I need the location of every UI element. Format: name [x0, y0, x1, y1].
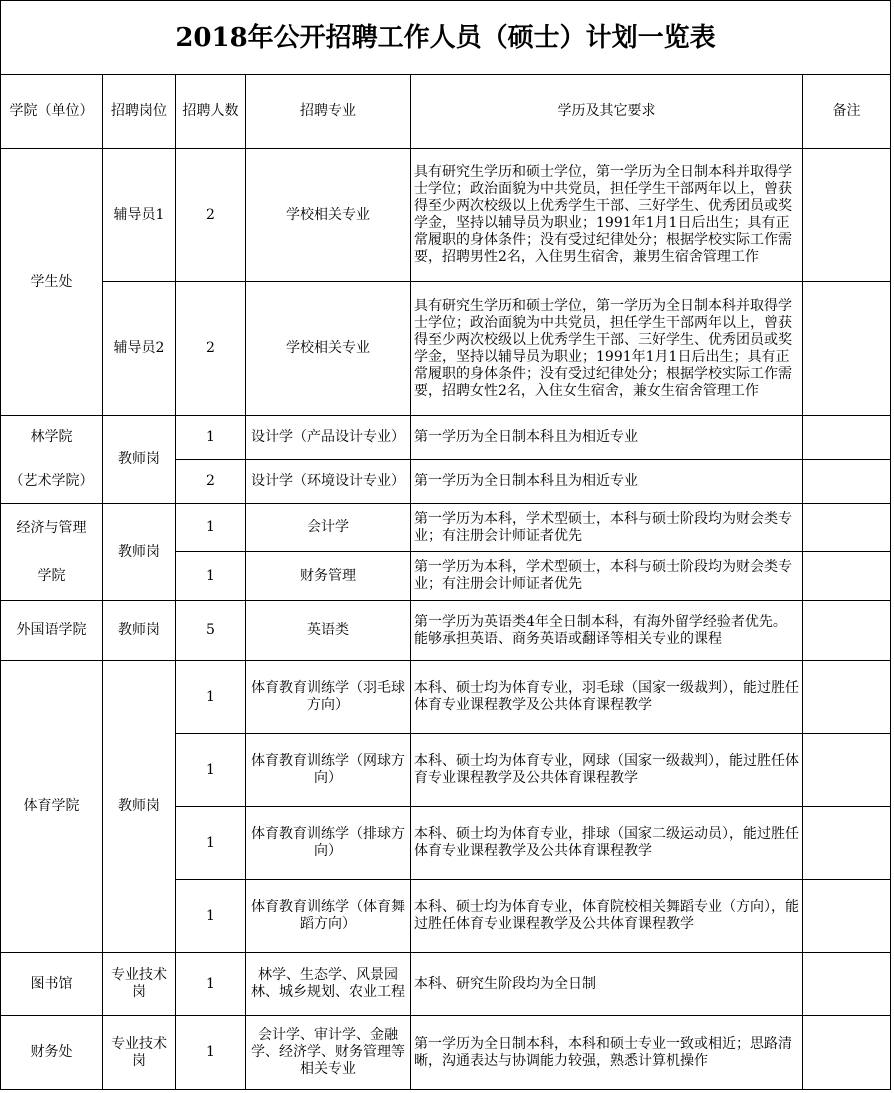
major: 设计学（产品设计专业）: [246, 416, 411, 460]
requirements: 具有研究生学历和硕士学位，第一学历为全日制本科并取得学士学位；政治面貌为中共党员，担任学生干部两年以上，曾获得至少两次校级以上优秀学生干部、三好学生、优秀团员或奖学金，坚持以辅导员为职业；1991年1月1日后出生；具有正常履职的身体条件；没有受过纪律处分；根据学校实际工作需要，招聘女性2名，入住女生宿舍，兼女生宿舍管理工作: [411, 282, 803, 416]
headcount: 2: [176, 282, 246, 416]
remarks-cell: [803, 282, 891, 416]
major: 财务管理: [246, 552, 411, 601]
post-name: 教师岗: [103, 601, 176, 661]
remarks-cell: [803, 734, 891, 807]
post-name: 教师岗: [103, 504, 176, 601]
post-name: 教师岗: [103, 416, 176, 504]
requirements: 第一学历为全日制本科且为相近专业: [411, 416, 803, 460]
post-name: 教师岗: [103, 661, 176, 953]
unit-name: 学生处: [1, 149, 103, 416]
remarks-cell: [803, 601, 891, 661]
major: 学校相关专业: [246, 282, 411, 416]
headcount: 1: [176, 416, 246, 460]
unit-name-lines: [5, 416, 98, 503]
remarks-cell: [803, 552, 891, 601]
requirements: 本科、硕士均为体育专业，体育院校相关舞蹈专业（方向），能过胜任体育专业课程教学及公共体育课程教学: [411, 880, 803, 953]
major: 体育教育训练学（网球方向）: [246, 734, 411, 807]
remarks-cell: [803, 460, 891, 504]
table-row: [1, 953, 891, 1016]
headcount: 1: [176, 880, 246, 953]
remarks-cell: [803, 149, 891, 282]
requirements: 第一学历为英语类4年全日制本科，有海外留学经验者优先。能够承担英语、商务英语或翻译等相关专业的课程: [411, 601, 803, 661]
unit-name: 财务处: [1, 1016, 103, 1090]
remarks-cell: [803, 807, 891, 880]
major: 体育教育训练学（羽毛球方向）: [246, 661, 411, 734]
unit-name-line: （艺术学院）: [9, 472, 94, 489]
table-row: [1, 504, 891, 552]
header-post: 招聘岗位: [103, 75, 176, 149]
post-name: 辅导员1: [103, 149, 176, 282]
major: 会计学: [246, 504, 411, 552]
requirements: 本科、硕士均为体育专业，网球（国家一级裁判），能过胜任体育专业课程教学及公共体育课程教学: [411, 734, 803, 807]
unit-name-line: 学院: [37, 567, 66, 584]
headcount: 1: [176, 661, 246, 734]
unit-name-lines: [5, 504, 98, 600]
requirements: 本科、硕士均为体育专业，羽毛球（国家一级裁判），能过胜任体育专业课程教学及公共体育课程教学: [411, 661, 803, 734]
major: 学校相关专业: [246, 149, 411, 282]
unit-name-line: 林学院: [30, 429, 73, 446]
major: 设计学（环境设计专业）: [246, 460, 411, 504]
headcount: 1: [176, 807, 246, 880]
unit-name: [1, 416, 103, 504]
major: 体育教育训练学（体育舞蹈方向）: [246, 880, 411, 953]
unit-name: 体育学院: [1, 661, 103, 953]
remarks-cell: [803, 953, 891, 1016]
headcount: 1: [176, 953, 246, 1016]
requirements: 第一学历为全日制本科且为相近专业: [411, 460, 803, 504]
header-major: 招聘专业: [246, 75, 411, 149]
headcount: 1: [176, 552, 246, 601]
table-row: [1, 149, 891, 282]
major: 林学、生态学、风景园林、城乡规划、农业工程: [246, 953, 411, 1016]
major: 英语类: [246, 601, 411, 661]
post-name: 专业技术岗: [103, 953, 176, 1016]
header-requirements: 学历及其它要求: [411, 75, 803, 149]
requirements: 本科、硕士均为体育专业，排球（国家二级运动员），能过胜任体育专业课程教学及公共体育课程教学: [411, 807, 803, 880]
remarks-cell: [803, 1016, 891, 1090]
requirements: 本科、研究生阶段均为全日制: [411, 953, 803, 1016]
major: 体育教育训练学（排球方向）: [246, 807, 411, 880]
page-title: 2018年公开招聘工作人员（硕士）计划一览表: [1, 1, 891, 75]
headcount: 1: [176, 734, 246, 807]
requirements: 具有研究生学历和硕士学位，第一学历为全日制本科并取得学士学位；政治面貌为中共党员，担任学生干部两年以上，曾获得至少两次校级以上优秀学生干部、三好学生、优秀团员或奖学金，坚持以辅导员为职业；1991年1月1日后出生；具有正常履职的身体条件；没有受过纪律处分；根据学校实际工作需要，招聘男性2名，入住男生宿舍，兼男生宿舍管理工作: [411, 149, 803, 282]
title-row: [1, 1, 891, 75]
remarks-cell: [803, 416, 891, 460]
header-row: [1, 75, 891, 149]
header-unit: 学院（单位）: [1, 75, 103, 149]
unit-name: [1, 504, 103, 601]
headcount: 1: [176, 504, 246, 552]
table-row: [1, 601, 891, 661]
table-row: [1, 1016, 891, 1090]
requirements: 第一学历为本科，学术型硕士，本科与硕士阶段均为财会类专业；有注册会计师证者优先: [411, 552, 803, 601]
post-name: 辅导员2: [103, 282, 176, 416]
header-count: 招聘人数: [176, 75, 246, 149]
remarks-cell: [803, 504, 891, 552]
table-row: [1, 416, 891, 460]
table-row: [1, 282, 891, 416]
requirements: 第一学历为本科，学术型硕士，本科与硕士阶段均为财会类专业；有注册会计师证者优先: [411, 504, 803, 552]
remarks-cell: [803, 880, 891, 953]
headcount: 2: [176, 149, 246, 282]
headcount: 1: [176, 1016, 246, 1090]
post-name: 专业技术岗: [103, 1016, 176, 1090]
table-row: [1, 661, 891, 734]
unit-name: 外国语学院: [1, 601, 103, 661]
unit-name: 图书馆: [1, 953, 103, 1016]
headcount: 2: [176, 460, 246, 504]
remarks-cell: [803, 661, 891, 734]
major: 会计学、审计学、金融学、经济学、财务管理等相关专业: [246, 1016, 411, 1090]
requirements: 第一学历为全日制本科，本科和硕士专业一致或相近；思路清晰，沟通表达与协调能力较强，熟悉计算机操作: [411, 1016, 803, 1090]
header-remarks: 备注: [803, 75, 891, 149]
unit-name-line: 经济与管理: [16, 519, 87, 536]
headcount: 5: [176, 601, 246, 661]
